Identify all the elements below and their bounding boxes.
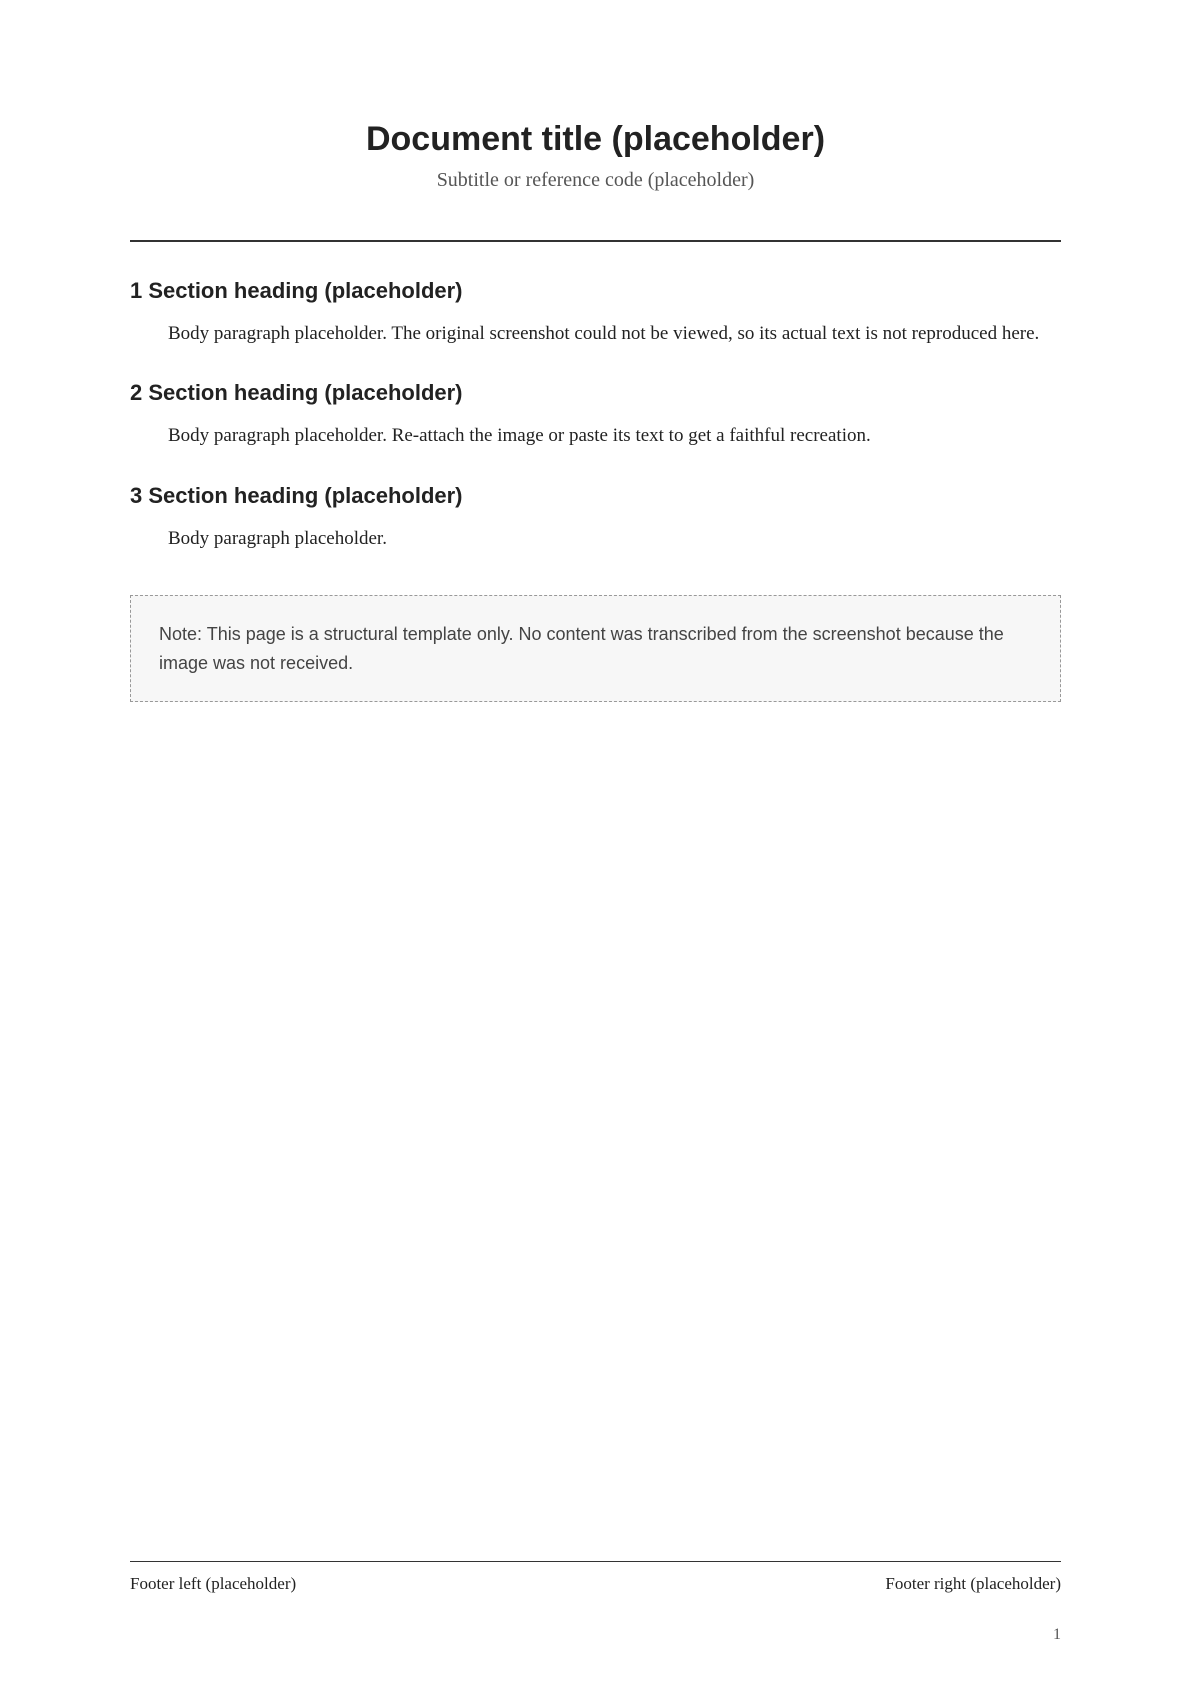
section-body: Body paragraph placeholder. Re-attach the image or paste its text to get a faithful recreation. <box>168 425 871 447</box>
section <box>130 278 1061 350</box>
section-heading: 3 Section heading (placeholder) <box>130 482 463 508</box>
page-footer <box>130 1561 1061 1594</box>
page-subtitle: Subtitle or reference code (placeholder) <box>436 169 755 191</box>
page-title: Document title (placeholder) <box>365 120 826 158</box>
footer-left-text: Footer left (placeholder) <box>130 1574 297 1593</box>
footer-right-text: Footer right (placeholder) <box>885 1574 1061 1593</box>
section <box>130 483 1061 555</box>
header-divider <box>130 240 1061 242</box>
page-number: 1 <box>1053 1626 1061 1643</box>
page-header <box>130 120 1061 192</box>
placeholder-notice <box>130 595 1061 703</box>
section-body: Body paragraph placeholder. <box>168 527 387 549</box>
section <box>130 380 1061 452</box>
section-heading: 2 Section heading (placeholder) <box>130 380 463 406</box>
section-body: Body paragraph placeholder. The original screenshot could not be viewed, so its actual text is not reproduced here. <box>168 323 1040 344</box>
section-heading: 1 Section heading (placeholder) <box>130 278 463 303</box>
notice-text: Note: This page is a structural template only. No content was transcribed from the screenshot because the image was not received. <box>159 623 1004 673</box>
